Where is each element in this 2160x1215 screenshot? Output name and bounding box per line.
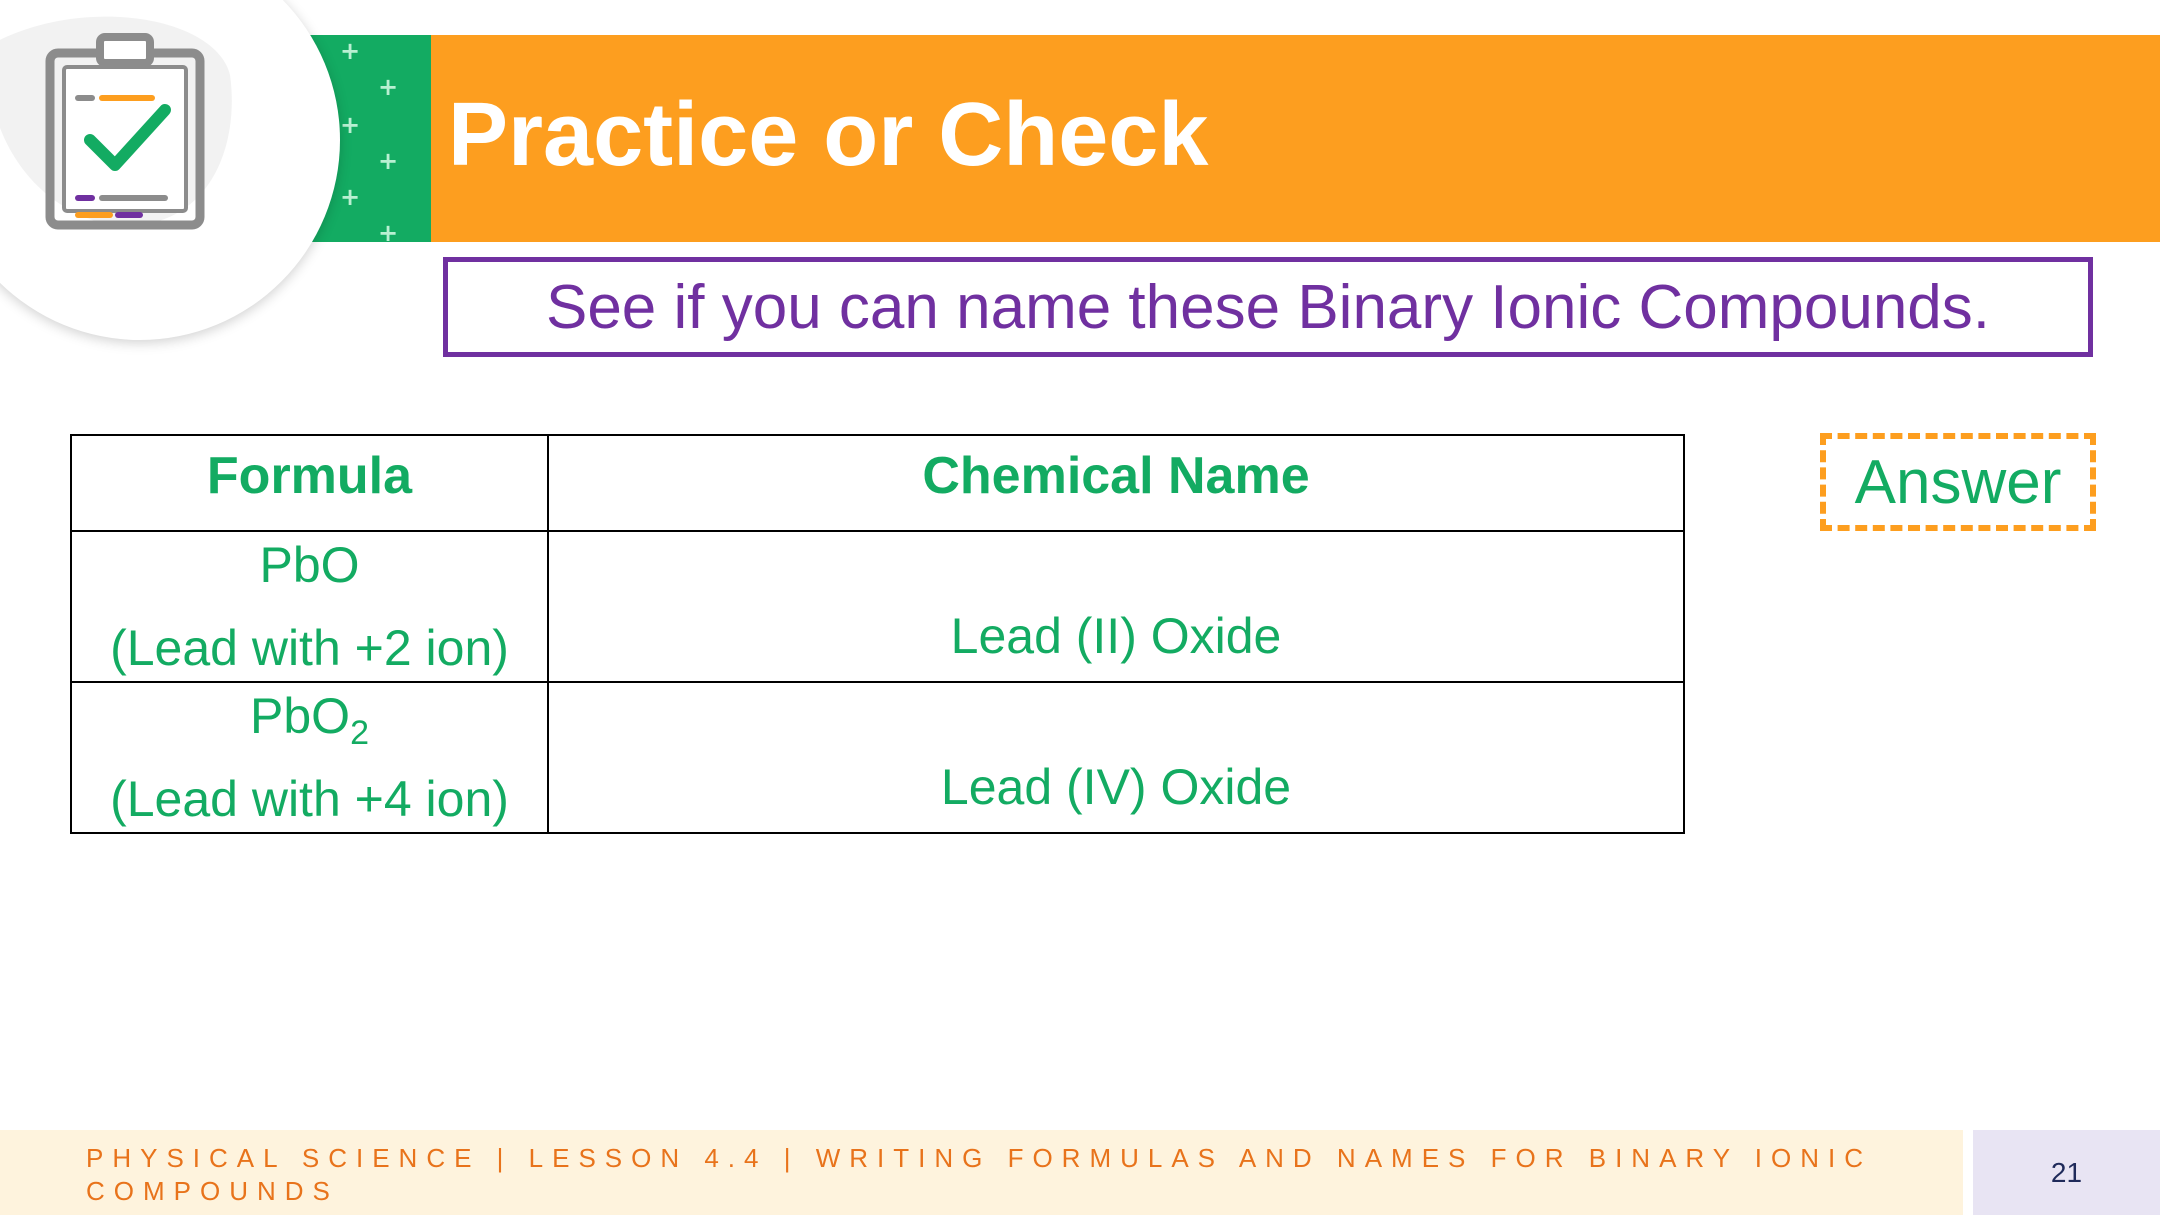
footer-lesson-text: PHYSICAL SCIENCE | LESSON 4.4 | WRITING FORMULAS AND NAMES FOR BINARY IONIC COMPOUNDS	[86, 1143, 1873, 1206]
formula-text: PbO	[259, 537, 360, 593]
table-header-row	[71, 435, 1684, 531]
plus-decoration-icon: +	[340, 183, 361, 211]
plus-decoration-icon: +	[378, 147, 399, 175]
table-row	[71, 682, 1684, 833]
formula-cell	[71, 682, 548, 833]
plus-decoration-icon: +	[378, 73, 399, 101]
formula-note: (Lead with +4 ion)	[110, 771, 509, 827]
answer-button[interactable]: Answer	[1820, 433, 2096, 531]
slide-title: Practice or Check	[448, 85, 1209, 185]
formula-note: (Lead with +2 ion)	[110, 620, 509, 676]
plus-decoration-icon: +	[378, 219, 399, 247]
icon-circle	[0, 0, 340, 340]
chemical-name-cell: Lead (II) Oxide	[548, 531, 1684, 682]
footer-bar	[0, 1130, 1963, 1215]
header-formula: Formula	[71, 435, 548, 531]
plus-decoration-icon: +	[340, 37, 361, 65]
chemical-name-cell: Lead (IV) Oxide	[548, 682, 1684, 833]
instruction-text: See if you can name these Binary Ionic Compounds.	[545, 272, 1991, 342]
clipboard-check-icon	[0, 0, 260, 275]
instruction-box	[443, 257, 2093, 357]
formula-cell	[71, 531, 548, 682]
page-number-box	[1973, 1130, 2160, 1215]
table-row	[71, 531, 1684, 682]
compound-table	[70, 434, 1685, 834]
plus-decoration-icon: +	[340, 111, 361, 139]
page-number: 21	[2050, 1156, 2083, 1188]
header-chemical-name: Chemical Name	[548, 435, 1684, 531]
formula-text: PbO$_2$	[250, 688, 369, 752]
